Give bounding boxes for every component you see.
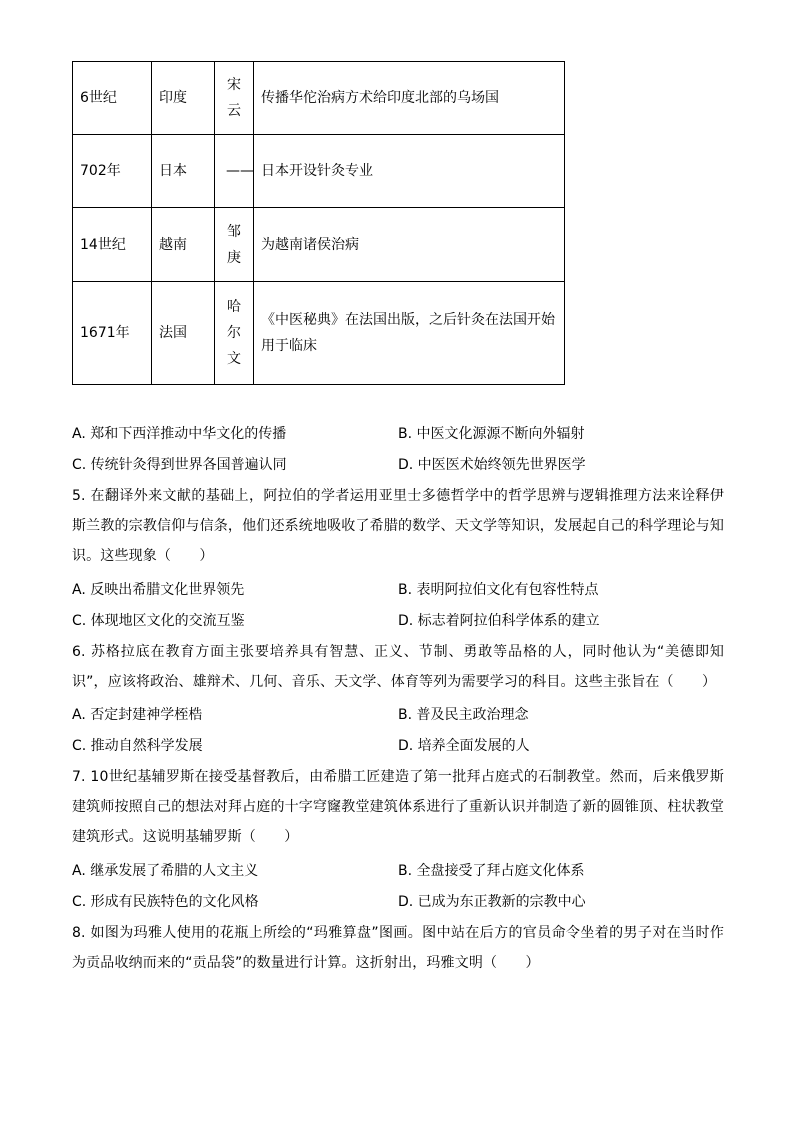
table-row: [73, 62, 565, 135]
table-cell-person: [215, 135, 254, 208]
table-cell-event: 为越南诸侯治病: [254, 208, 565, 282]
q6-option-a: A. 否定封建神学桎梏: [72, 707, 203, 723]
table-cell-country: 越南: [152, 208, 215, 282]
person-name: 宋云: [227, 77, 241, 119]
q7-stem: 7. 10世纪基辅罗斯在接受基督教后，由希腊工匠建造了第一批拜占庭式的石制教堂。然而，后来俄罗斯建筑师按照自己的想法对拜占庭的十字穹窿教堂建筑体系进行了重新认识并制造了新的圆锥顶、柱状教堂建筑形式。这说明基辅罗斯（ ）: [72, 769, 724, 845]
table-row: [73, 282, 565, 385]
history-table: [72, 61, 565, 385]
table-cell-person: [215, 62, 254, 135]
table-cell-event: 传播华佗治病方术给印度北部的乌场国: [254, 62, 565, 135]
person-name: 邹庚: [227, 223, 241, 266]
q4-option-b: B. 中医文化源源不断向外辐射: [398, 426, 585, 442]
table-cell-country: 印度: [152, 62, 215, 135]
q7-option-a: A. 继承发展了希腊的人文主义: [72, 863, 259, 879]
table-cell-person: [215, 282, 254, 385]
q4-option-c: C. 传统针灸得到世界各国普遍认同: [72, 457, 287, 473]
q6-option-c: C. 推动自然科学发展: [72, 738, 203, 754]
table-cell-year: 702年: [73, 135, 152, 208]
table-row: [73, 208, 565, 282]
q4-option-a: A. 郑和下西洋推动中华文化的传播: [72, 426, 287, 442]
q7-option-c: C. 形成有民族特色的文化风格: [72, 894, 259, 910]
table-cell-country: 法国: [152, 282, 215, 385]
q5-option-b: B. 表明阿拉伯文化有包容性特点: [398, 582, 599, 598]
q6-option-b: B. 普及民主政治理念: [398, 707, 529, 723]
q5-option-c: C. 体现地区文化的交流互鉴: [72, 613, 245, 629]
q7-option-b: B. 全盘接受了拜占庭文化体系: [398, 863, 585, 879]
table-cell-year: 6世纪: [73, 62, 152, 135]
table-cell-person: [215, 208, 254, 282]
table-cell-year: 14世纪: [73, 208, 152, 282]
table-cell-year: 1671年: [73, 282, 152, 385]
q4-option-d: D. 中医医术始终领先世界医学: [398, 457, 586, 473]
q6-stem: 6. 苏格拉底在教育方面主张要培养具有智慧、正义、节制、勇敢等品格的人，同时他认为“美德即知识”，应该将政治、雄辩术、几何、音乐、天文学、体育等列为需要学习的科目。这些主张旨在（ ）: [72, 644, 724, 690]
table-cell-event: 《中医秘典》在法国出版，之后针灸在法国开始用于临床: [254, 282, 565, 385]
q5-option-d: D. 标志着阿拉伯科学体系的建立: [398, 613, 600, 629]
table-cell-event: 日本开设针灸专业: [254, 135, 565, 208]
table-row: [73, 135, 565, 208]
table-cell-country: 日本: [152, 135, 215, 208]
q7-option-d: D. 已成为东正教新的宗教中心: [398, 894, 586, 910]
q6-option-d: D. 培养全面发展的人: [398, 738, 530, 754]
q5-option-a: A. 反映出希腊文化世界领先: [72, 582, 245, 598]
q8-stem: 8. 如图为玛雅人使用的花瓶上所绘的“玛雅算盘”图画。图中站在后方的官员命令坐着的男子对在当时作为贡品收纳而来的“贡品袋”的数量进行计算。这折射出，玛雅文明（ ）: [72, 925, 724, 971]
person-name: 哈尔文: [227, 299, 241, 367]
q5-stem: 5. 在翻译外来文献的基础上，阿拉伯的学者运用亚里士多德哲学中的哲学思辨与逻辑推理方法来诠释伊斯兰教的宗教信仰与信条，他们还系统地吸收了希腊的数学、天文学等知识，发展起自己的科学理论与知识。这些现象（ ）: [72, 488, 724, 564]
person-name: ——: [226, 163, 254, 179]
